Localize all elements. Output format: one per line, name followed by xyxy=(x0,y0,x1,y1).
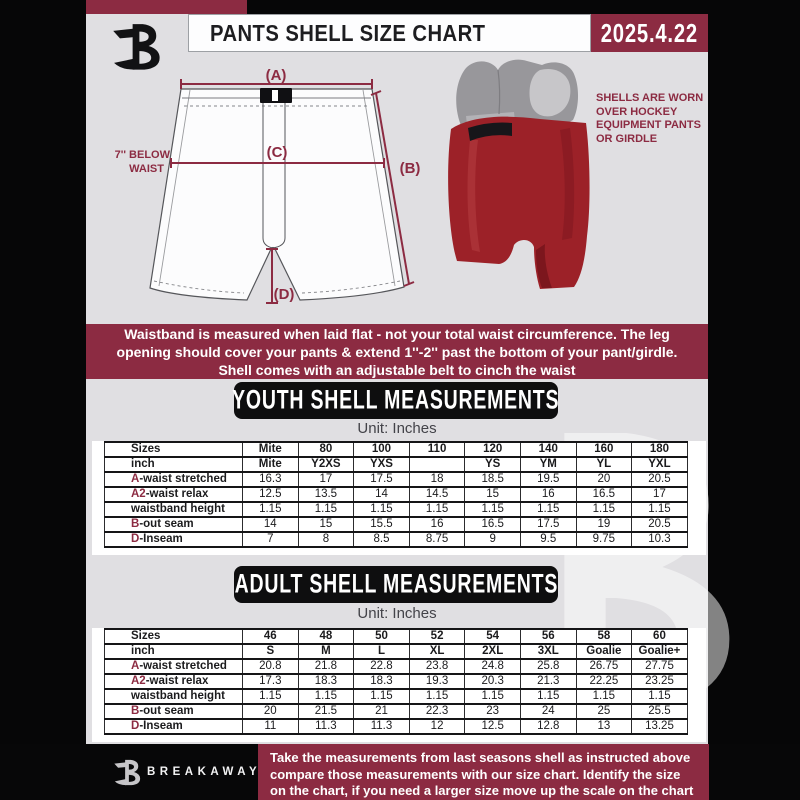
table-row xyxy=(105,719,688,734)
table-cell: 25.5 xyxy=(632,704,688,719)
table-cell: 23 xyxy=(465,704,521,719)
table-cell: 11.3 xyxy=(298,719,354,734)
table-cell: 1.15 xyxy=(576,502,632,517)
table-cell: 22.25 xyxy=(576,674,632,689)
row-label: B-out seam xyxy=(105,517,243,532)
brand-wordmark: BREAKAWAY xyxy=(147,766,262,778)
table-row xyxy=(105,689,688,704)
text-line: Take the measurements from last seasons shell as instructed above xyxy=(270,750,691,765)
table-cell: 1.15 xyxy=(632,502,688,517)
header-title-bar xyxy=(188,14,591,52)
table-cell: 12 xyxy=(409,719,465,734)
table-cell: 27.75 xyxy=(632,659,688,674)
table-cell: 13.5 xyxy=(298,487,354,502)
adult-section-banner xyxy=(234,566,558,603)
below-waist-label-line1: 7'' BELOW xyxy=(114,149,170,161)
table-cell: 20 xyxy=(243,704,299,719)
table-cell: 180 xyxy=(632,442,688,457)
table-cell: S xyxy=(243,644,299,659)
table-cell: 110 xyxy=(409,442,465,457)
text-line: Shell comes with an adjustable belt to cinch the waist xyxy=(218,361,576,378)
table-cell: XL xyxy=(409,644,465,659)
table-row xyxy=(105,502,688,517)
footer-brand-logo-icon xyxy=(112,752,142,792)
table-cell: 17.5 xyxy=(520,517,576,532)
date-badge xyxy=(591,14,708,52)
table-row xyxy=(105,442,688,457)
table-cell: 16 xyxy=(409,517,465,532)
text-line: OR GIRDLE xyxy=(596,132,658,145)
top-accent-strip xyxy=(86,0,247,14)
table-cell: 140 xyxy=(520,442,576,457)
adult-section-title: ADULT SHELL MEASUREMENTS xyxy=(234,569,558,599)
row-label: A2-waist relax xyxy=(105,487,243,502)
table-cell: 20.5 xyxy=(632,472,688,487)
table-cell: 1.15 xyxy=(243,502,299,517)
row-label: waistband height xyxy=(105,502,243,517)
row-label-prefix: D xyxy=(131,720,140,732)
table-cell xyxy=(409,457,465,472)
table-cell: Mite xyxy=(243,457,299,472)
table-cell: 21.5 xyxy=(298,704,354,719)
table-cell: 54 xyxy=(465,629,521,644)
table-cell: 20.5 xyxy=(632,517,688,532)
table-cell: 22.3 xyxy=(409,704,465,719)
table-cell: 8.75 xyxy=(409,532,465,547)
table-cell: 18.3 xyxy=(298,674,354,689)
table-cell: 19.5 xyxy=(520,472,576,487)
table-cell: 9.75 xyxy=(576,532,632,547)
table-cell: 48 xyxy=(298,629,354,644)
table-cell: 20.3 xyxy=(465,674,521,689)
table-cell: 14 xyxy=(354,487,410,502)
table-cell: YL xyxy=(576,457,632,472)
table-cell: 160 xyxy=(576,442,632,457)
youth-section-banner xyxy=(234,382,558,419)
table-cell: 18.3 xyxy=(354,674,410,689)
table-cell: 8.5 xyxy=(354,532,410,547)
measure-label-a: (A) xyxy=(265,67,287,84)
table-cell: 60 xyxy=(632,629,688,644)
row-label-prefix: B xyxy=(131,705,140,717)
table-cell: 1.15 xyxy=(243,689,299,704)
table-cell: 24 xyxy=(520,704,576,719)
text-line: EQUIPMENT PANTS xyxy=(596,119,701,131)
table-cell: 1.15 xyxy=(520,502,576,517)
table-cell: 16 xyxy=(520,487,576,502)
table-cell: 18.5 xyxy=(465,472,521,487)
table-cell: 1.15 xyxy=(409,502,465,517)
table-cell: 10.3 xyxy=(632,532,688,547)
table-cell: 16.3 xyxy=(243,472,299,487)
table-cell: 15 xyxy=(465,487,521,502)
table-cell: L xyxy=(354,644,410,659)
table-cell: 7 xyxy=(243,532,299,547)
youth-unit-label: Unit: Inches xyxy=(357,420,437,437)
row-label: B-out seam xyxy=(105,704,243,719)
row-label-prefix: A2 xyxy=(131,488,146,500)
row-label: A-waist stretched xyxy=(105,472,243,487)
table-cell: 23.25 xyxy=(632,674,688,689)
table-cell: 1.15 xyxy=(298,689,354,704)
row-label-prefix: D xyxy=(131,533,140,545)
table-cell: Mite xyxy=(243,442,299,457)
text-line: OVER HOCKEY xyxy=(596,105,678,118)
table-cell: YM xyxy=(520,457,576,472)
table-cell: 13.25 xyxy=(632,719,688,734)
row-label: inch xyxy=(105,644,243,659)
table-cell: Goalie xyxy=(576,644,632,659)
table-cell: 1.15 xyxy=(465,502,521,517)
youth-section-title: YOUTH SHELL MEASUREMENTS xyxy=(232,385,560,415)
table-cell: 1.15 xyxy=(576,689,632,704)
table-cell: 1.15 xyxy=(632,689,688,704)
table-cell: 23.8 xyxy=(409,659,465,674)
table-row xyxy=(105,629,688,644)
hockey-pants-image xyxy=(440,50,620,320)
below-waist-label-line2: WAIST xyxy=(129,163,164,175)
table-cell: 21 xyxy=(354,704,410,719)
measure-label-c: (C) xyxy=(266,144,288,161)
table-cell: Y2XS xyxy=(298,457,354,472)
measure-label-b: (B) xyxy=(399,160,421,177)
table-cell: 46 xyxy=(243,629,299,644)
table-cell: 17.5 xyxy=(354,472,410,487)
table-row xyxy=(105,659,688,674)
row-label: D-Inseam xyxy=(105,719,243,734)
table-cell: 21.3 xyxy=(520,674,576,689)
table-cell: 21.8 xyxy=(298,659,354,674)
measure-label-d: (D) xyxy=(273,286,295,303)
row-label-prefix: B xyxy=(131,518,140,530)
table-cell: 1.15 xyxy=(298,502,354,517)
table-cell: 13 xyxy=(576,719,632,734)
table-cell: YXL xyxy=(632,457,688,472)
table-cell: 24.8 xyxy=(465,659,521,674)
table-cell: 18 xyxy=(409,472,465,487)
date-text: 2025.4.22 xyxy=(600,17,699,48)
table-cell: 1.15 xyxy=(409,689,465,704)
adult-unit-label: Unit: Inches xyxy=(357,605,437,622)
row-label: waistband height xyxy=(105,689,243,704)
youth-size-table xyxy=(104,441,688,548)
table-cell: 80 xyxy=(298,442,354,457)
row-label: Sizes xyxy=(105,629,243,644)
table-cell: 12.8 xyxy=(520,719,576,734)
table-cell: 120 xyxy=(465,442,521,457)
table-cell: 19.3 xyxy=(409,674,465,689)
row-label: Sizes xyxy=(105,442,243,457)
table-cell: 17.3 xyxy=(243,674,299,689)
table-cell: 15.5 xyxy=(354,517,410,532)
table-cell: 26.75 xyxy=(576,659,632,674)
table-cell: 12.5 xyxy=(243,487,299,502)
table-row xyxy=(105,487,688,502)
table-cell: 25.8 xyxy=(520,659,576,674)
table-cell: 11 xyxy=(243,719,299,734)
table-cell: YXS xyxy=(354,457,410,472)
table-cell: 52 xyxy=(409,629,465,644)
table-cell: 9 xyxy=(465,532,521,547)
text-line: opening should cover your pants & extend 1''-2'' past the bottom of your pant/girdle. xyxy=(116,343,678,360)
table-cell: 8 xyxy=(298,532,354,547)
shell-note xyxy=(596,92,716,146)
table-cell: 2XL xyxy=(465,644,521,659)
table-cell: 1.15 xyxy=(465,689,521,704)
row-label-prefix: A2 xyxy=(131,675,146,687)
table-row xyxy=(105,472,688,487)
table-cell: 16.5 xyxy=(576,487,632,502)
row-label-prefix: A xyxy=(131,473,140,485)
table-cell: 1.15 xyxy=(520,689,576,704)
text-line: Waistband is measured when laid flat - not your total waist circumference. The leg xyxy=(124,325,670,342)
table-cell: 1.15 xyxy=(354,689,410,704)
text-line: compare those measurements with our size chart. Identify the size xyxy=(270,766,681,782)
table-cell: 3XL xyxy=(520,644,576,659)
table-cell: 9.5 xyxy=(520,532,576,547)
text-line: on the chart, if you need a larger size move up the scale on the chart xyxy=(270,783,694,799)
adult-size-table xyxy=(104,628,688,735)
table-row xyxy=(105,532,688,547)
table-cell: 1.15 xyxy=(354,502,410,517)
table-cell: M xyxy=(298,644,354,659)
table-cell: 25 xyxy=(576,704,632,719)
table-row xyxy=(105,674,688,689)
row-label: D-Inseam xyxy=(105,532,243,547)
table-cell: 58 xyxy=(576,629,632,644)
shorts-outline xyxy=(150,89,404,300)
table-cell: 11.3 xyxy=(354,719,410,734)
page-title: PANTS SHELL SIZE CHART xyxy=(210,19,486,46)
table-cell: 16.5 xyxy=(465,517,521,532)
text-line: SHELLS ARE WORN xyxy=(596,92,704,104)
table-row xyxy=(105,457,688,472)
table-cell: 17 xyxy=(632,487,688,502)
info-banner xyxy=(86,324,708,379)
table-row xyxy=(105,517,688,532)
shorts-diagram xyxy=(100,55,430,315)
row-label: A2-waist relax xyxy=(105,674,243,689)
table-cell: 100 xyxy=(354,442,410,457)
table-cell: 15 xyxy=(298,517,354,532)
table-cell: 12.5 xyxy=(465,719,521,734)
table-row xyxy=(105,704,688,719)
table-cell: 22.8 xyxy=(354,659,410,674)
row-label-prefix: A xyxy=(131,660,140,672)
table-cell: 20 xyxy=(576,472,632,487)
table-cell: 56 xyxy=(520,629,576,644)
table-cell: 50 xyxy=(354,629,410,644)
row-label: inch xyxy=(105,457,243,472)
table-cell: YS xyxy=(465,457,521,472)
table-cell: Goalie+ xyxy=(632,644,688,659)
row-label: A-waist stretched xyxy=(105,659,243,674)
table-cell: 20.8 xyxy=(243,659,299,674)
footer-instructions xyxy=(258,744,709,800)
table-cell: 17 xyxy=(298,472,354,487)
table-row xyxy=(105,644,688,659)
table-cell: 14.5 xyxy=(409,487,465,502)
table-cell: 14 xyxy=(243,517,299,532)
table-cell: 19 xyxy=(576,517,632,532)
